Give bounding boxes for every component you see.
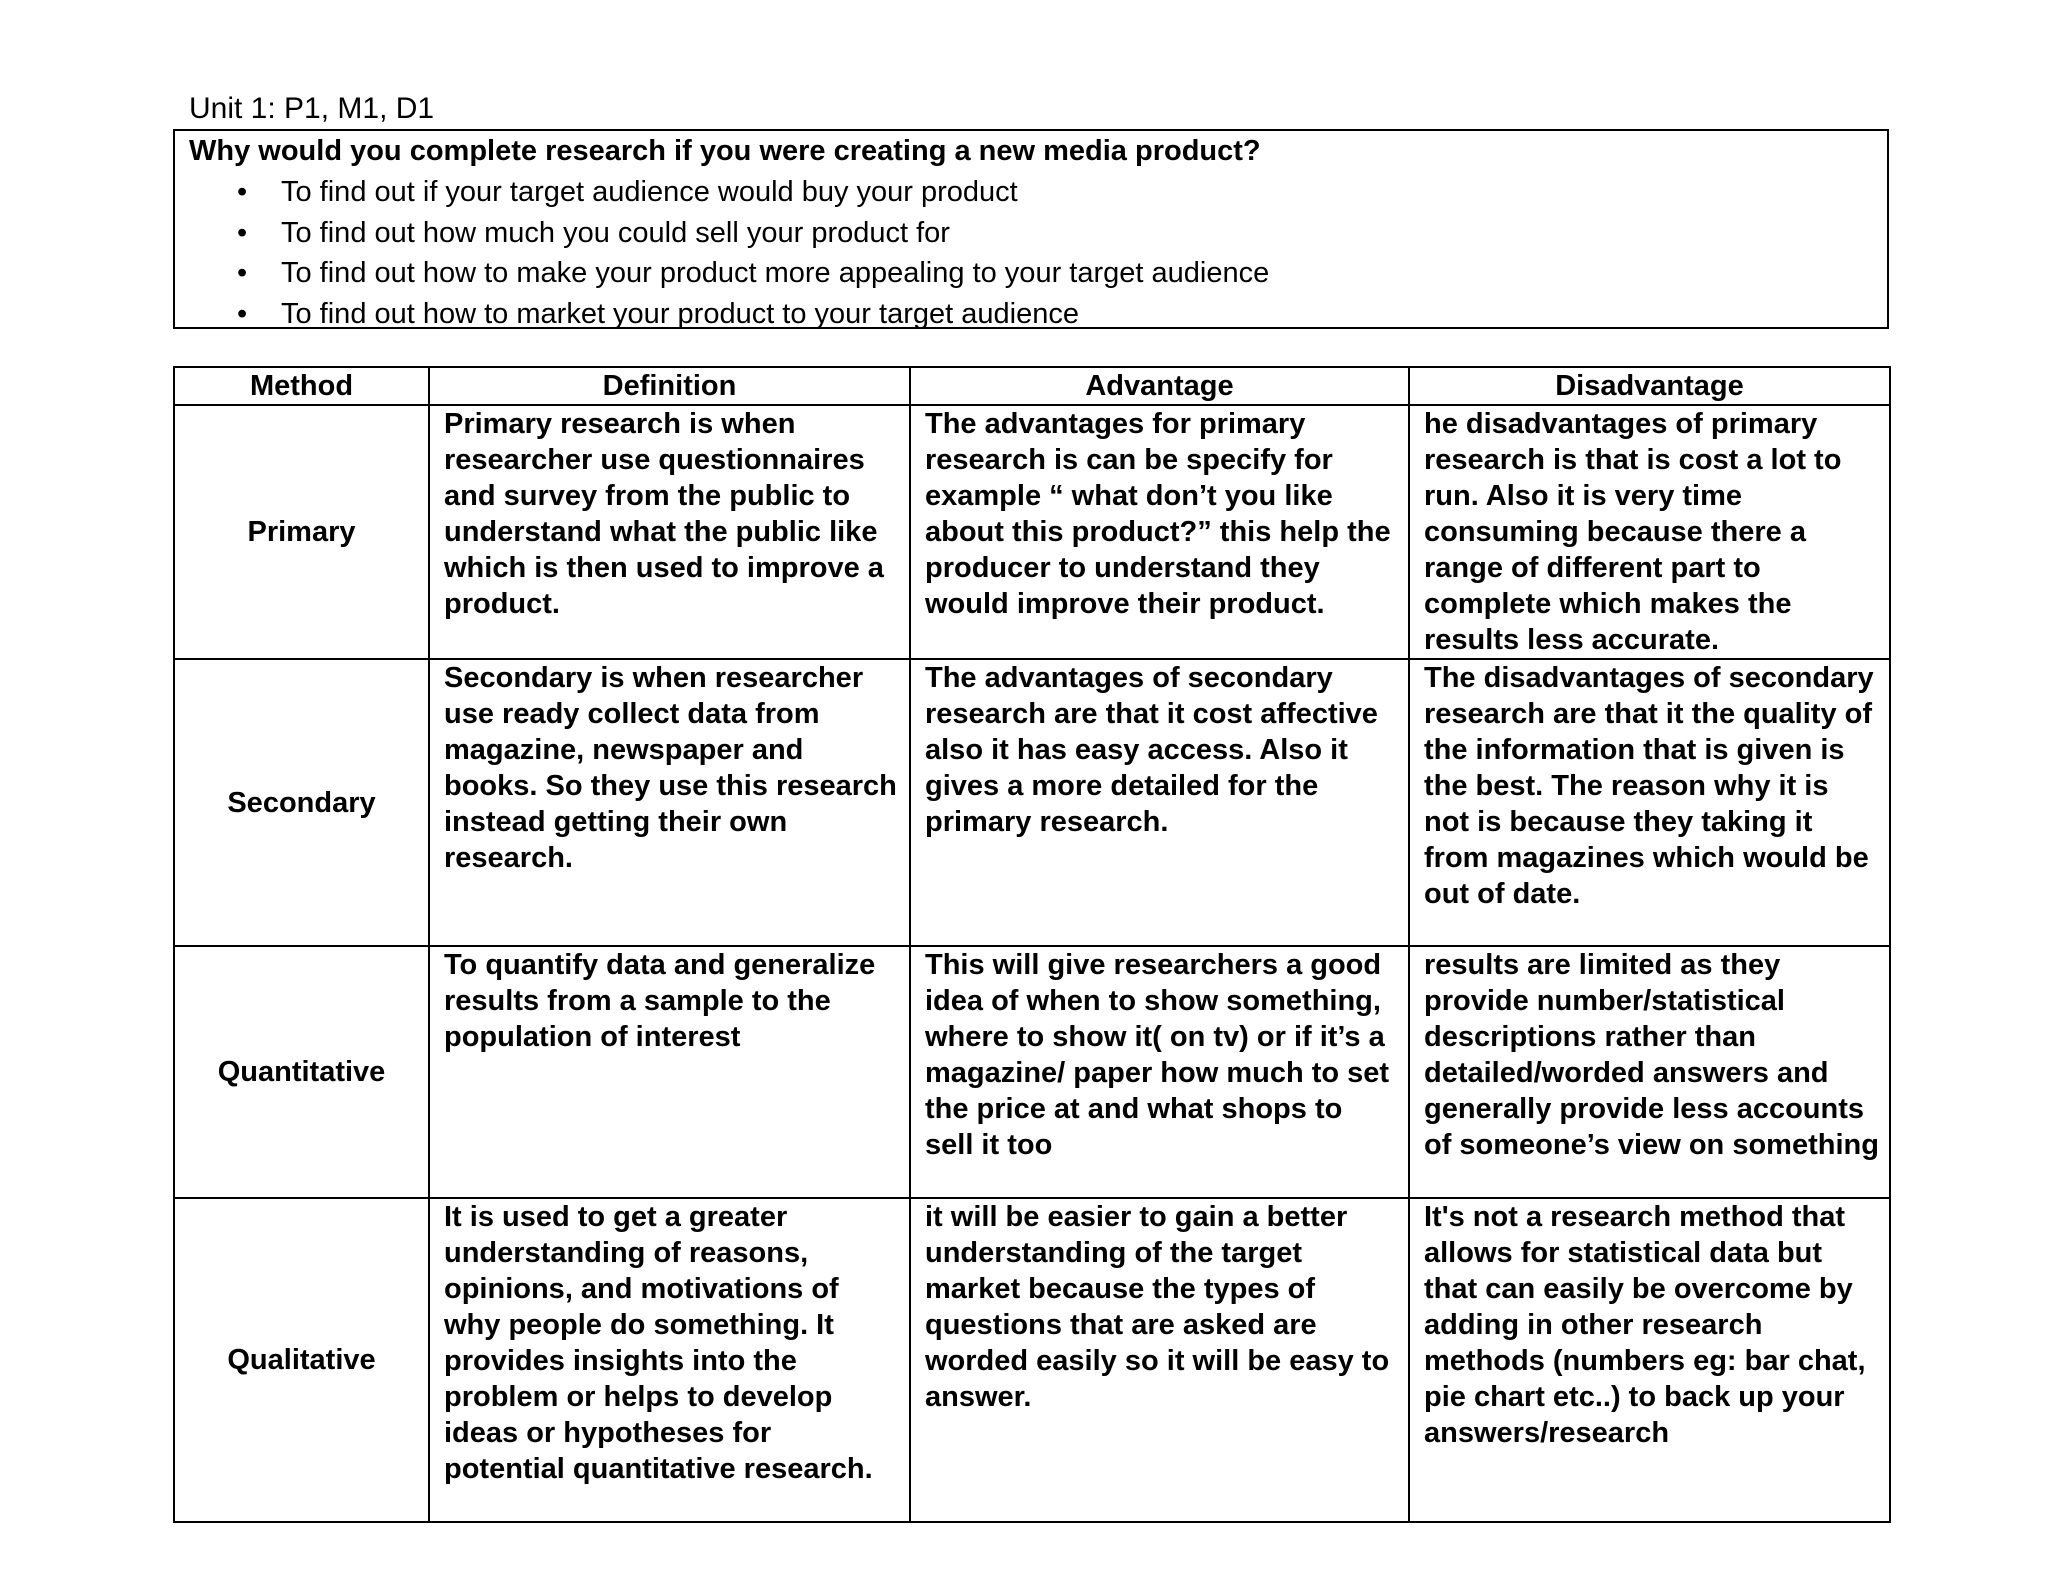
research-methods-table: [173, 366, 1891, 1523]
table-row: [174, 946, 1890, 1198]
definition-cell: It is used to get a greater understanding of reasons, opinions, and motivations of why people do something. It provides insights into the problem or helps to develop ideas or hypotheses for potential quantitative research.: [429, 1198, 910, 1522]
intro-box: [173, 129, 1889, 329]
bullet-icon: •: [237, 176, 248, 208]
method-cell: Secondary: [174, 659, 429, 946]
intro-bullet-item: [189, 172, 1887, 213]
method-cell: Qualitative: [174, 1198, 429, 1522]
intro-bullet-text: To find out how to market your product to your target audience: [281, 297, 1079, 330]
intro-bullet-text: To find out how to make your product more appealing to your target audience: [281, 257, 1270, 289]
intro-bullet-list: [189, 172, 1887, 334]
definition-cell: Primary research is when researcher use questionnaires and survey from the public to understand what the public like which is then used to improve a product.: [429, 405, 910, 659]
definition-cell: Secondary is when researcher use ready collect data from magazine, newspaper and books. So they use this research instead getting their own research.: [429, 659, 910, 946]
disadvantage-cell: he disadvantages of primary research is that is cost a lot to run. Also it is very time consuming because there a range of different part to complete which makes the results less accurate.: [1409, 405, 1890, 659]
intro-bullet-text: To find out how much you could sell your product for: [281, 216, 950, 249]
intro-bullet-item: [189, 253, 1887, 294]
intro-bullet-item: [189, 213, 1887, 254]
disadvantage-cell: It's not a research method that allows for statistical data but that can easily be overcome by adding in other research methods (numbers eg: bar chat, pie chart etc..) to back up your answers/research: [1409, 1198, 1890, 1522]
header-disadvantage: Disadvantage: [1409, 367, 1890, 405]
bullet-icon: •: [237, 216, 248, 249]
advantage-cell: it will be easier to gain a better understanding of the target market because the types of questions that are asked are worded easily so it will be easy to answer.: [910, 1198, 1409, 1522]
bullet-icon: •: [237, 257, 248, 289]
table-row: [174, 405, 1890, 659]
intro-bullet-text: To find out if your target audience would buy your product: [281, 176, 1018, 208]
advantage-cell: This will give researchers a good idea of when to show something, where to show it( on tv) or if it’s a magazine/ paper how much to set the price at and what shops to sell it too: [910, 946, 1409, 1198]
advantage-cell: The advantages of secondary research are that it cost affective also it has easy access. Also it gives a more detailed for the primary research.: [910, 659, 1409, 946]
header-definition: Definition: [429, 367, 910, 405]
table-header-row: [174, 367, 1890, 405]
method-cell: Primary: [174, 405, 429, 659]
advantage-cell: The advantages for primary research is can be specify for example “ what don’t you like about this product?” this help the producer to understand they would improve their product.: [910, 405, 1409, 659]
bullet-icon: •: [237, 297, 248, 330]
header-method: Method: [174, 367, 429, 405]
intro-question: Why would you complete research if you were creating a new media product?: [189, 135, 1261, 167]
intro-bullet-item: [189, 294, 1887, 335]
disadvantage-cell: results are limited as they provide number/statistical descriptions rather than detailed/worded answers and generally provide less accounts of someone’s view on something: [1409, 946, 1890, 1198]
disadvantage-cell: The disadvantages of secondary research are that it the quality of the information that is given is the best. The reason why it is not is because they taking it from magazines which would be out of date.: [1409, 659, 1890, 946]
header-advantage: Advantage: [910, 367, 1409, 405]
table-row: [174, 1198, 1890, 1522]
method-cell: Quantitative: [174, 946, 429, 1198]
table-row: [174, 659, 1890, 946]
definition-cell: To quantify data and generalize results from a sample to the population of interest: [429, 946, 910, 1198]
unit-title: Unit 1: P1, M1, D1: [189, 92, 435, 125]
